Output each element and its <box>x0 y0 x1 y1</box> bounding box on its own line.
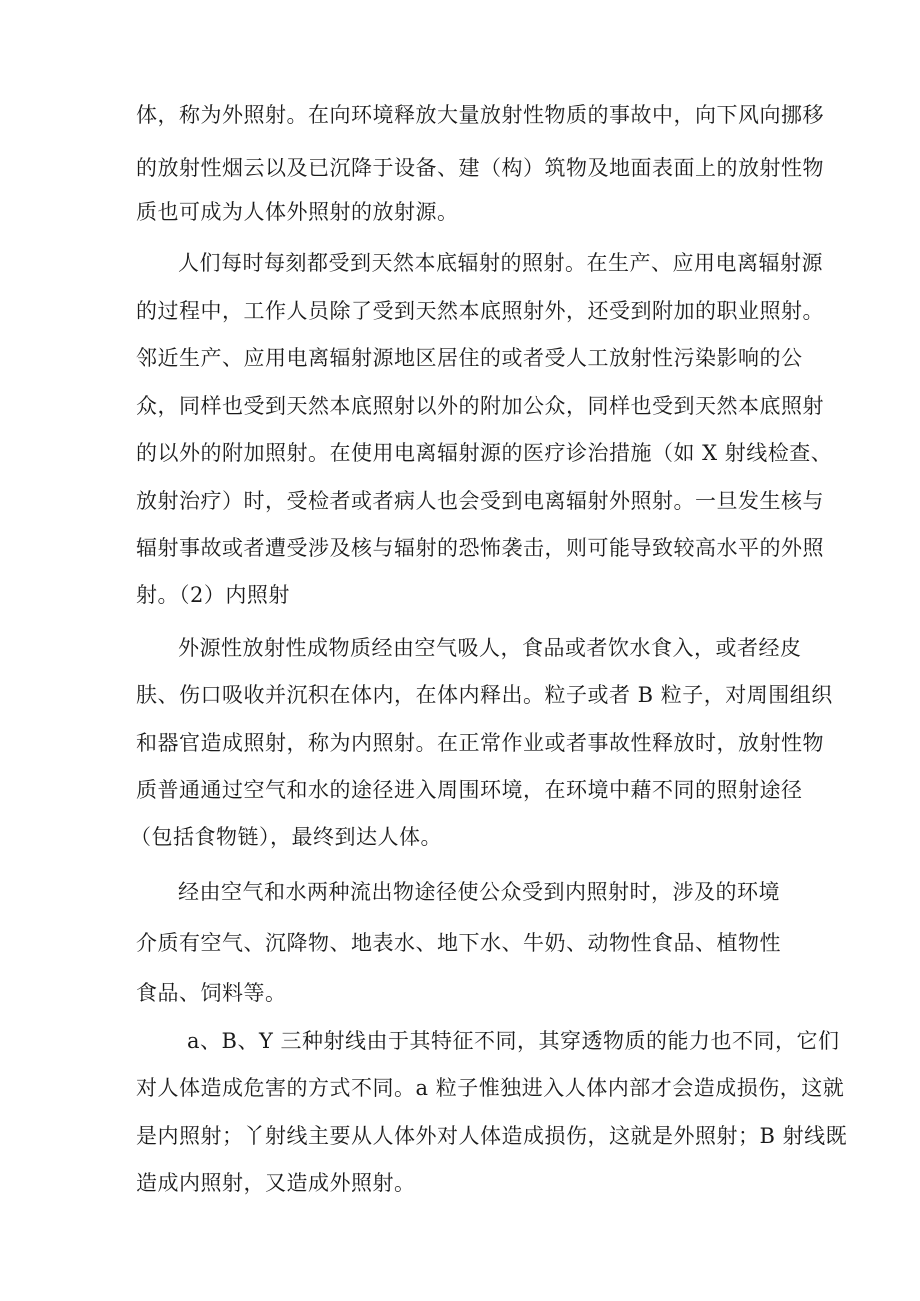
text-line: 人们每时每刻都受到天然本底辐射的照射。在生产、应用电离辐射源 <box>178 251 823 275</box>
text-line: 放射治疗）时，受检者或者病人也会受到电离辐射外照射。一旦发生核与 <box>136 489 824 513</box>
text-line: 众，同样也受到天然本底照射以外的附加公众，同样也受到天然本底照射 <box>136 394 824 418</box>
text-line: 的放射性烟云以及已沉降于设备、建（构）筑物及地面表面上的放射性物 <box>136 156 824 180</box>
text-line: 是内照射；丫射线主要从人体外对人体造成损伤，这就是外照射；B 射线既 <box>136 1124 848 1148</box>
text-line: 的过程中，工作人员除了受到天然本底照射外，还受到附加的职业照射。 <box>136 299 824 323</box>
text-line: 经由空气和水两种流出物途径使公众受到内照射时，涉及的环境 <box>178 880 780 904</box>
text-line: 辐射事故或者遭受涉及核与辐射的恐怖袭击，则可能导致较高水平的外照 <box>136 536 824 560</box>
text-line: 体，称为外照射。在向环境释放大量放射性物质的事故中，向下风向挪移 <box>136 103 824 127</box>
text-line: 食品、饲料等。 <box>136 981 287 1005</box>
text-line: 质普通通过空气和水的途径进入周围环境，在环境中藉不同的照射途径 <box>136 778 803 802</box>
text-line: 介质有空气、沉降物、地表水、地下水、牛奶、动物性食品、植物性 <box>136 931 781 955</box>
text-line: 对人体造成危害的方式不同。a 粒子惟独进入人体内部才会造成损伤，这就 <box>136 1076 845 1100</box>
text-line: 造成内照射，又造成外照射。 <box>136 1171 416 1195</box>
text-line: a、B、Y 三种射线由于其特征不同，其穿透物质的能力也不同，它们 <box>187 1029 840 1053</box>
text-line: 肤、伤口吸收并沉积在体内，在体内释出。粒子或者 B 粒子，对周围组织 <box>136 683 833 707</box>
text-line: 和器官造成照射，称为内照射。在正常作业或者事故性释放时，放射性物 <box>136 731 824 755</box>
text-line: 射。（2）内照射 <box>136 583 290 607</box>
text-line: （包括食物链），最终到达人体。 <box>130 825 442 849</box>
text-line: 的以外的附加照射。在使用电离辐射源的医疗诊治措施（如 X 射线检查、 <box>136 441 833 465</box>
text-line: 邻近生产、应用电离辐射源地区居住的或者受人工放射性污染影响的公 <box>136 346 803 370</box>
text-line: 质也可成为人体外照射的放射源。 <box>136 200 459 224</box>
text-line: 外源性放射性成物质经由空气吸人，食品或者饮水食入，或者经皮 <box>178 636 802 660</box>
